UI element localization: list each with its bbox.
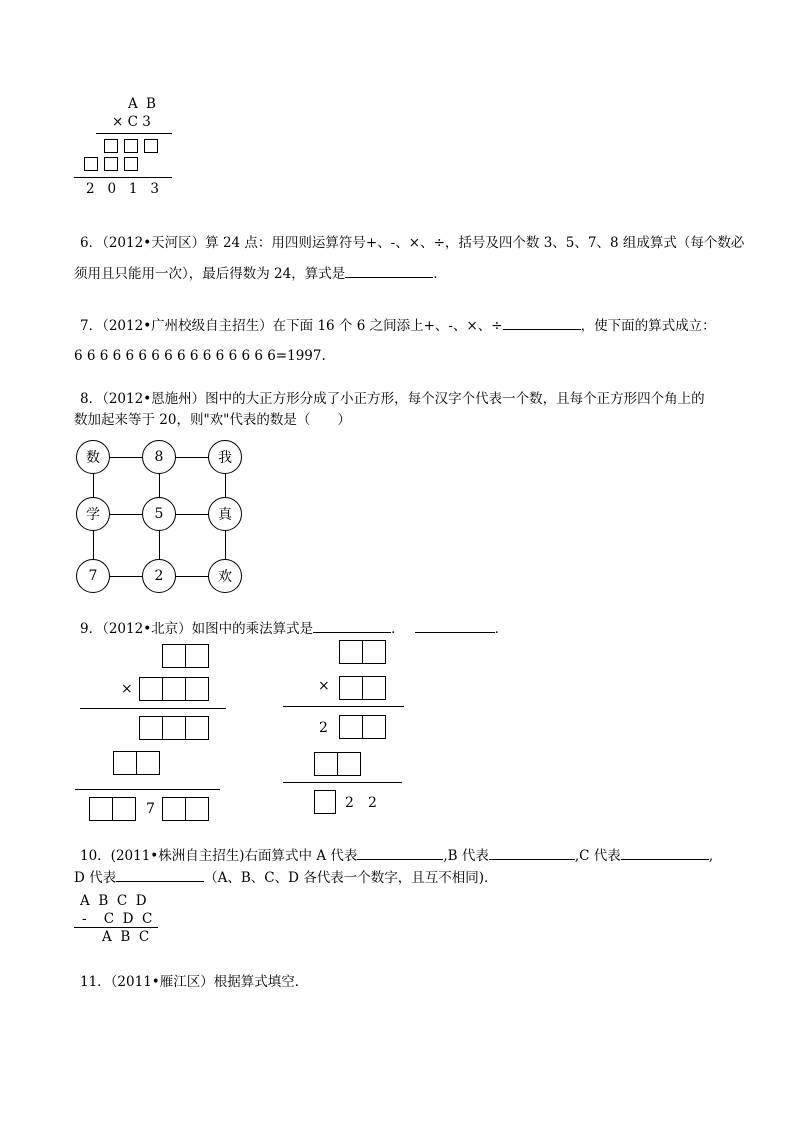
digit-box[interactable] [139, 677, 163, 701]
digit-box[interactable] [362, 640, 386, 664]
q10-answer-d[interactable] [116, 869, 204, 882]
puzzle-box[interactable] [124, 157, 138, 171]
given-digit: 2 [319, 720, 328, 736]
q9-text-b: ． [391, 621, 405, 637]
q9-text-c: ． [494, 621, 509, 637]
q6-line-2 [74, 265, 447, 283]
q10-answer-a[interactable] [357, 847, 443, 860]
puzzle-box[interactable] [104, 139, 118, 153]
q10-line-2 [74, 869, 498, 887]
q10-line-1 [80, 847, 713, 865]
puzzle-row-ab: A B [128, 96, 158, 112]
digit-box[interactable] [185, 644, 209, 668]
q6-text-a: 须用且只能用一次），最后得数为 24，算式是 [74, 266, 346, 282]
q8-line-1: 8．（2012•恩施州）图中的大正方形分成了小正方形，每个汉字个代表一个数，且每个正方形四个角上的 [80, 391, 705, 407]
q9-answer-blank-2[interactable] [415, 620, 495, 633]
q9-text-a: 9．（2012•北京）如图中的乘法算式是 [80, 621, 314, 637]
q10-text-d: , [708, 848, 714, 864]
digit-box[interactable] [112, 797, 136, 821]
digit-box[interactable] [162, 716, 186, 740]
q7-line-2: 6 6 6 6 6 6 6 6 6 6 6 6 6 6 6 6=1997. [74, 348, 326, 364]
digit-box[interactable] [89, 797, 113, 821]
digit-box[interactable] [162, 677, 186, 701]
times-sign: × [318, 678, 330, 694]
digit-box[interactable] [337, 752, 361, 776]
grid-node: 8 [142, 440, 176, 474]
q6-text-b: ． [433, 266, 447, 282]
q10-text-a: 10．(2011•株洲自主招生)右面算式中 A 代表 [80, 848, 358, 864]
digit-box[interactable] [314, 752, 338, 776]
puzzle-box[interactable] [144, 139, 158, 153]
grid-node: 7 [76, 559, 110, 593]
q10-text-f: （A、B、C、D 各代表一个数字，且互不相同)． [204, 870, 498, 886]
digit-box[interactable] [362, 676, 386, 700]
given-digit: 2 [345, 795, 354, 811]
q11-line-1: 11．（2011•雁江区）根据算式填空． [80, 974, 309, 990]
q10-text-c: ,C 代表 [574, 848, 621, 864]
q7-text-a: 7．（2012•广州校级自主招生）在下面 16 个 6 之间添上+、-、×、÷ [80, 318, 503, 334]
q9-line [80, 620, 508, 638]
q10-eq-row-3: A B C [102, 929, 150, 945]
q7-text-b: ，使下面的算式成立： [580, 318, 716, 334]
given-digit: 2 [368, 795, 377, 811]
given-digit: 7 [146, 801, 155, 817]
q10-eq-row-1: A B C D [80, 893, 147, 909]
grid-node: 欢 [208, 559, 242, 593]
q10-eq-rule [74, 927, 158, 928]
q9-right-rule-2 [283, 782, 402, 783]
digit-box[interactable] [162, 797, 186, 821]
q10-text-e: D 代表 [74, 870, 117, 886]
digit-box[interactable] [136, 751, 160, 775]
digit-box[interactable] [185, 677, 209, 701]
digit-box[interactable] [339, 676, 363, 700]
grid-node: 2 [142, 559, 176, 593]
puzzle-row-c3: × C 3 [112, 114, 151, 130]
q7-line-1 [80, 317, 716, 335]
grid-node: 数 [76, 440, 110, 474]
puzzle-box[interactable] [84, 157, 98, 171]
q6-line-1: 6．（2012•天河区）算 24 点：用四则运算符号+、-、×、÷，括号及四个数 3、5、7、8 组成算式（每个数必 [80, 235, 745, 251]
digit-box[interactable] [139, 716, 163, 740]
digit-box[interactable] [362, 715, 386, 739]
grid-node: 学 [76, 497, 110, 531]
puzzle-box[interactable] [124, 139, 138, 153]
grid-node: 真 [208, 497, 242, 531]
puzzle-box[interactable] [104, 157, 118, 171]
q10-eq-row-2: - C D C [82, 911, 153, 927]
q9-answer-blank-1[interactable] [313, 620, 391, 633]
puzzle-result: 2 0 1 3 [86, 181, 159, 197]
puzzle-rule-2 [74, 177, 172, 178]
q9-left-rule-1 [80, 708, 226, 709]
q7-answer-blank[interactable] [503, 317, 581, 330]
q10-text-b: ,B 代表 [443, 848, 489, 864]
digit-box[interactable] [185, 797, 209, 821]
q9-right-rule-1 [283, 706, 404, 707]
q10-answer-c[interactable] [621, 847, 709, 860]
times-sign: × [121, 681, 133, 697]
digit-box[interactable] [162, 644, 186, 668]
q9-left-rule-2 [75, 789, 220, 790]
puzzle-rule-1 [96, 133, 172, 134]
q6-answer-blank[interactable] [345, 265, 433, 278]
q10-answer-b[interactable] [489, 847, 575, 860]
digit-box[interactable] [314, 790, 336, 814]
digit-box[interactable] [339, 640, 363, 664]
q8-line-2: 数加起来等于 20，则"欢"代表的数是（ ） [74, 412, 351, 428]
digit-box[interactable] [185, 716, 209, 740]
digit-box[interactable] [113, 751, 137, 775]
grid-node: 5 [142, 497, 176, 531]
digit-box[interactable] [339, 715, 363, 739]
grid-node: 我 [208, 440, 242, 474]
